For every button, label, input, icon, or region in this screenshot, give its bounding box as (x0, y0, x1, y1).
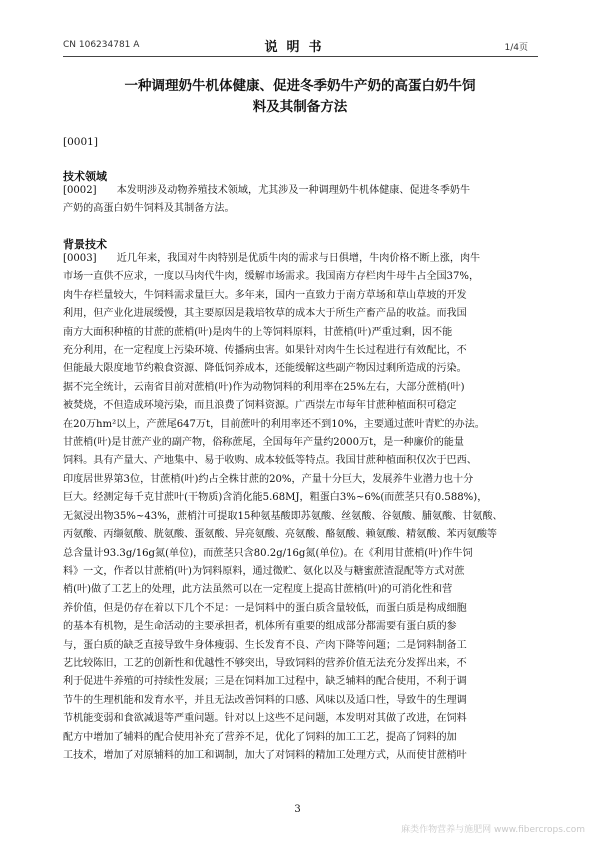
title-line: 料及其制备方法 (252, 99, 348, 115)
paragraph-line: 市场一直供不应求，一度以马肉代牛肉，缓解市场需求。我国南方存栏肉牛母牛占全国37%， (63, 271, 480, 283)
paragraph-0003 (63, 250, 538, 765)
paragraph-line: 但能最大限度地节约粮食资源、降低饲养成本，还能缓解这些副产物因过剩所造成的污染。 (63, 363, 467, 375)
header-divider (63, 56, 538, 57)
paragraph-line: 被焚烧，不但造成环境污染，而且浪费了饲料资源。广西崇左市每年甘蔗种植面积可稳定 (63, 400, 457, 412)
paragraph-line: 在20万hm²以上，产蔗尾647万t，目前蔗叶的利用率还不到10%，主要通过蔗叶青贮的办法。 (63, 418, 485, 430)
heading-technical-field: 技术领域 (63, 170, 107, 183)
paragraph-line: [0003] 近几年来，我国对牛肉特别是优质牛肉的需求与日俱增，牛肉价格不断上涨，肉牛 (63, 253, 481, 264)
paragraph-line: 巨大。经测定每千克甘蔗叶(干物质)含消化能5.68MJ，粗蛋白3%~6%(而蔗茎只有0.588%)， (63, 492, 488, 504)
paragraph-line: 总含量计93.3g/16g氮(单位)，而蔗茎只含80.2g/16g氮(单位)。在《利用甘蔗梢(叶)作牛饲 (63, 547, 473, 559)
watermark: 麻类作物营养与施肥网 www.fibercrops.com (401, 825, 585, 835)
paragraph-line: 甘蔗梢(叶)是甘蔗产业的副产物，俗称蔗尾，全国每年产量约2000万t，是一种廉价的能量 (63, 437, 464, 449)
paragraph-line: 配方中增加了辅料的配合使用补充了营养不足，优化了饲料的加工工艺，提高了饲料的加 (63, 731, 457, 743)
patent-number: CN 106234781 A (63, 40, 140, 50)
paragraph-line: 与，蛋白质的缺乏直接导致牛身体瘦弱、生长发育不良、产肉下降等问题；二是饲料制备工 (63, 639, 467, 651)
paragraph-line: 据不完全统计，云南省目前对蔗梢(叶)作为动物饲料的利用率在25%左右，大部分蔗梢(叶) (63, 381, 465, 393)
title-line: 一种调理奶牛机体健康、促进冬季奶牛产奶的高蛋白奶牛饲 (124, 78, 476, 94)
paragraph-line: 利用，但产业化进展缓慢，其主要原因是栽培牧草的成本大于所生产畜产品的收益。而我国 (63, 308, 467, 320)
paragraph-line: 产奶的高蛋白奶牛饲料及其制备方法。 (63, 203, 235, 215)
paragraph-id-0003: [0003] (63, 253, 97, 264)
page-number: 3 (294, 804, 301, 815)
paragraph-line: 节机能变弱和食欲减退等严重问题。针对以上这些不足问题，本发明对其做了改进，在饲料 (63, 713, 467, 725)
paragraph-line: 饲料。具有产量大、产地集中、易于收购、成本较低等特点。我国甘蔗种植面积仅次于巴西、 (63, 455, 477, 467)
paragraph-line: 的基本有机物，是生命活动的主要承担者，机体所有重要的组成部分都需要有蛋白质的参 (63, 621, 457, 633)
paragraph-id-0001: [0001] (63, 136, 98, 148)
paragraph-line: 节牛的生理机能和发育水平，并且无法改善饲料的口感、风味以及适口性，导致牛的生理调 (63, 694, 467, 706)
document-title (70, 76, 530, 118)
paragraph-line: 肉牛存栏量较大，牛饲料需求量巨大。多年来，国内一直致力于南方草场和草山草坡的开发 (63, 289, 467, 301)
page-indicator: 1/4页 (504, 43, 528, 53)
paragraph-line: 无氮浸出物35%~43%，蔗梢汁可提取15种氨基酸即苏氨酸、丝氨酸、谷氨酸、脯氨酸、甘氨酸、 (63, 510, 503, 522)
paragraph-line: 南方大面积种植的甘蔗的蔗梢(叶)是肉牛的上等饲料原料，甘蔗梢(叶)严重过剩，因不能 (63, 326, 453, 338)
paragraph-0002 (63, 182, 538, 219)
paragraph-line: 印度居世界第3位，甘蔗梢(叶)约占全株甘蔗的20%，产量十分巨大，发展养牛业潜力也十分 (63, 473, 474, 485)
paragraph-line: 艺比较陈旧，工艺的创新性和优越性不够突出，导致饲料的营养价值无法充分发挥出来，不 (63, 657, 467, 669)
paragraph-line: 梢(叶)做了工艺上的处理，此方法虽然可以在一定程度上提高甘蔗梢(叶)的可消化性和营 (63, 584, 453, 596)
paragraph-line: 料》一文，作者以甘蔗梢(叶)为饲料原料，通过微贮、氨化以及与糖蜜蔗渣混配等方式对蔗 (63, 565, 465, 577)
paragraph-line: 丙氨酸、丙缬氨酸、胱氨酸、蛋氨酸、异亮氨酸、亮氨酸、酪氨酸、赖氨酸、精氨酸、苯丙氨酸等 (63, 529, 498, 541)
paragraph-line: 养价值，但是仍存在着以下几个不足：一是饲料中的蛋白质含量较低，而蛋白质是构成细胞 (63, 602, 467, 614)
document-type: 说明书 (264, 40, 331, 55)
heading-background: 背景技术 (63, 238, 107, 251)
paragraph-line: 利于促进牛养殖的可持续性发展；三是在饲料加工过程中，缺乏辅料的配合使用，不利于调 (63, 676, 467, 688)
paragraph-id-0002: [0002] (63, 185, 97, 196)
paragraph-line: [0002] 本发明涉及动物养殖技术领域，尤其涉及一种调理奶牛机体健康、促进冬季奶牛 (63, 185, 471, 196)
paragraph-line: 工技术，增加了对原辅料的加工和调制，加大了对饲料的精加工处理方式，从而使甘蔗梢叶 (63, 749, 467, 761)
paragraph-line: 充分利用，在一定程度上污染环境、传播病虫害。如果针对肉牛生长过程进行有效配比，不 (63, 345, 467, 357)
